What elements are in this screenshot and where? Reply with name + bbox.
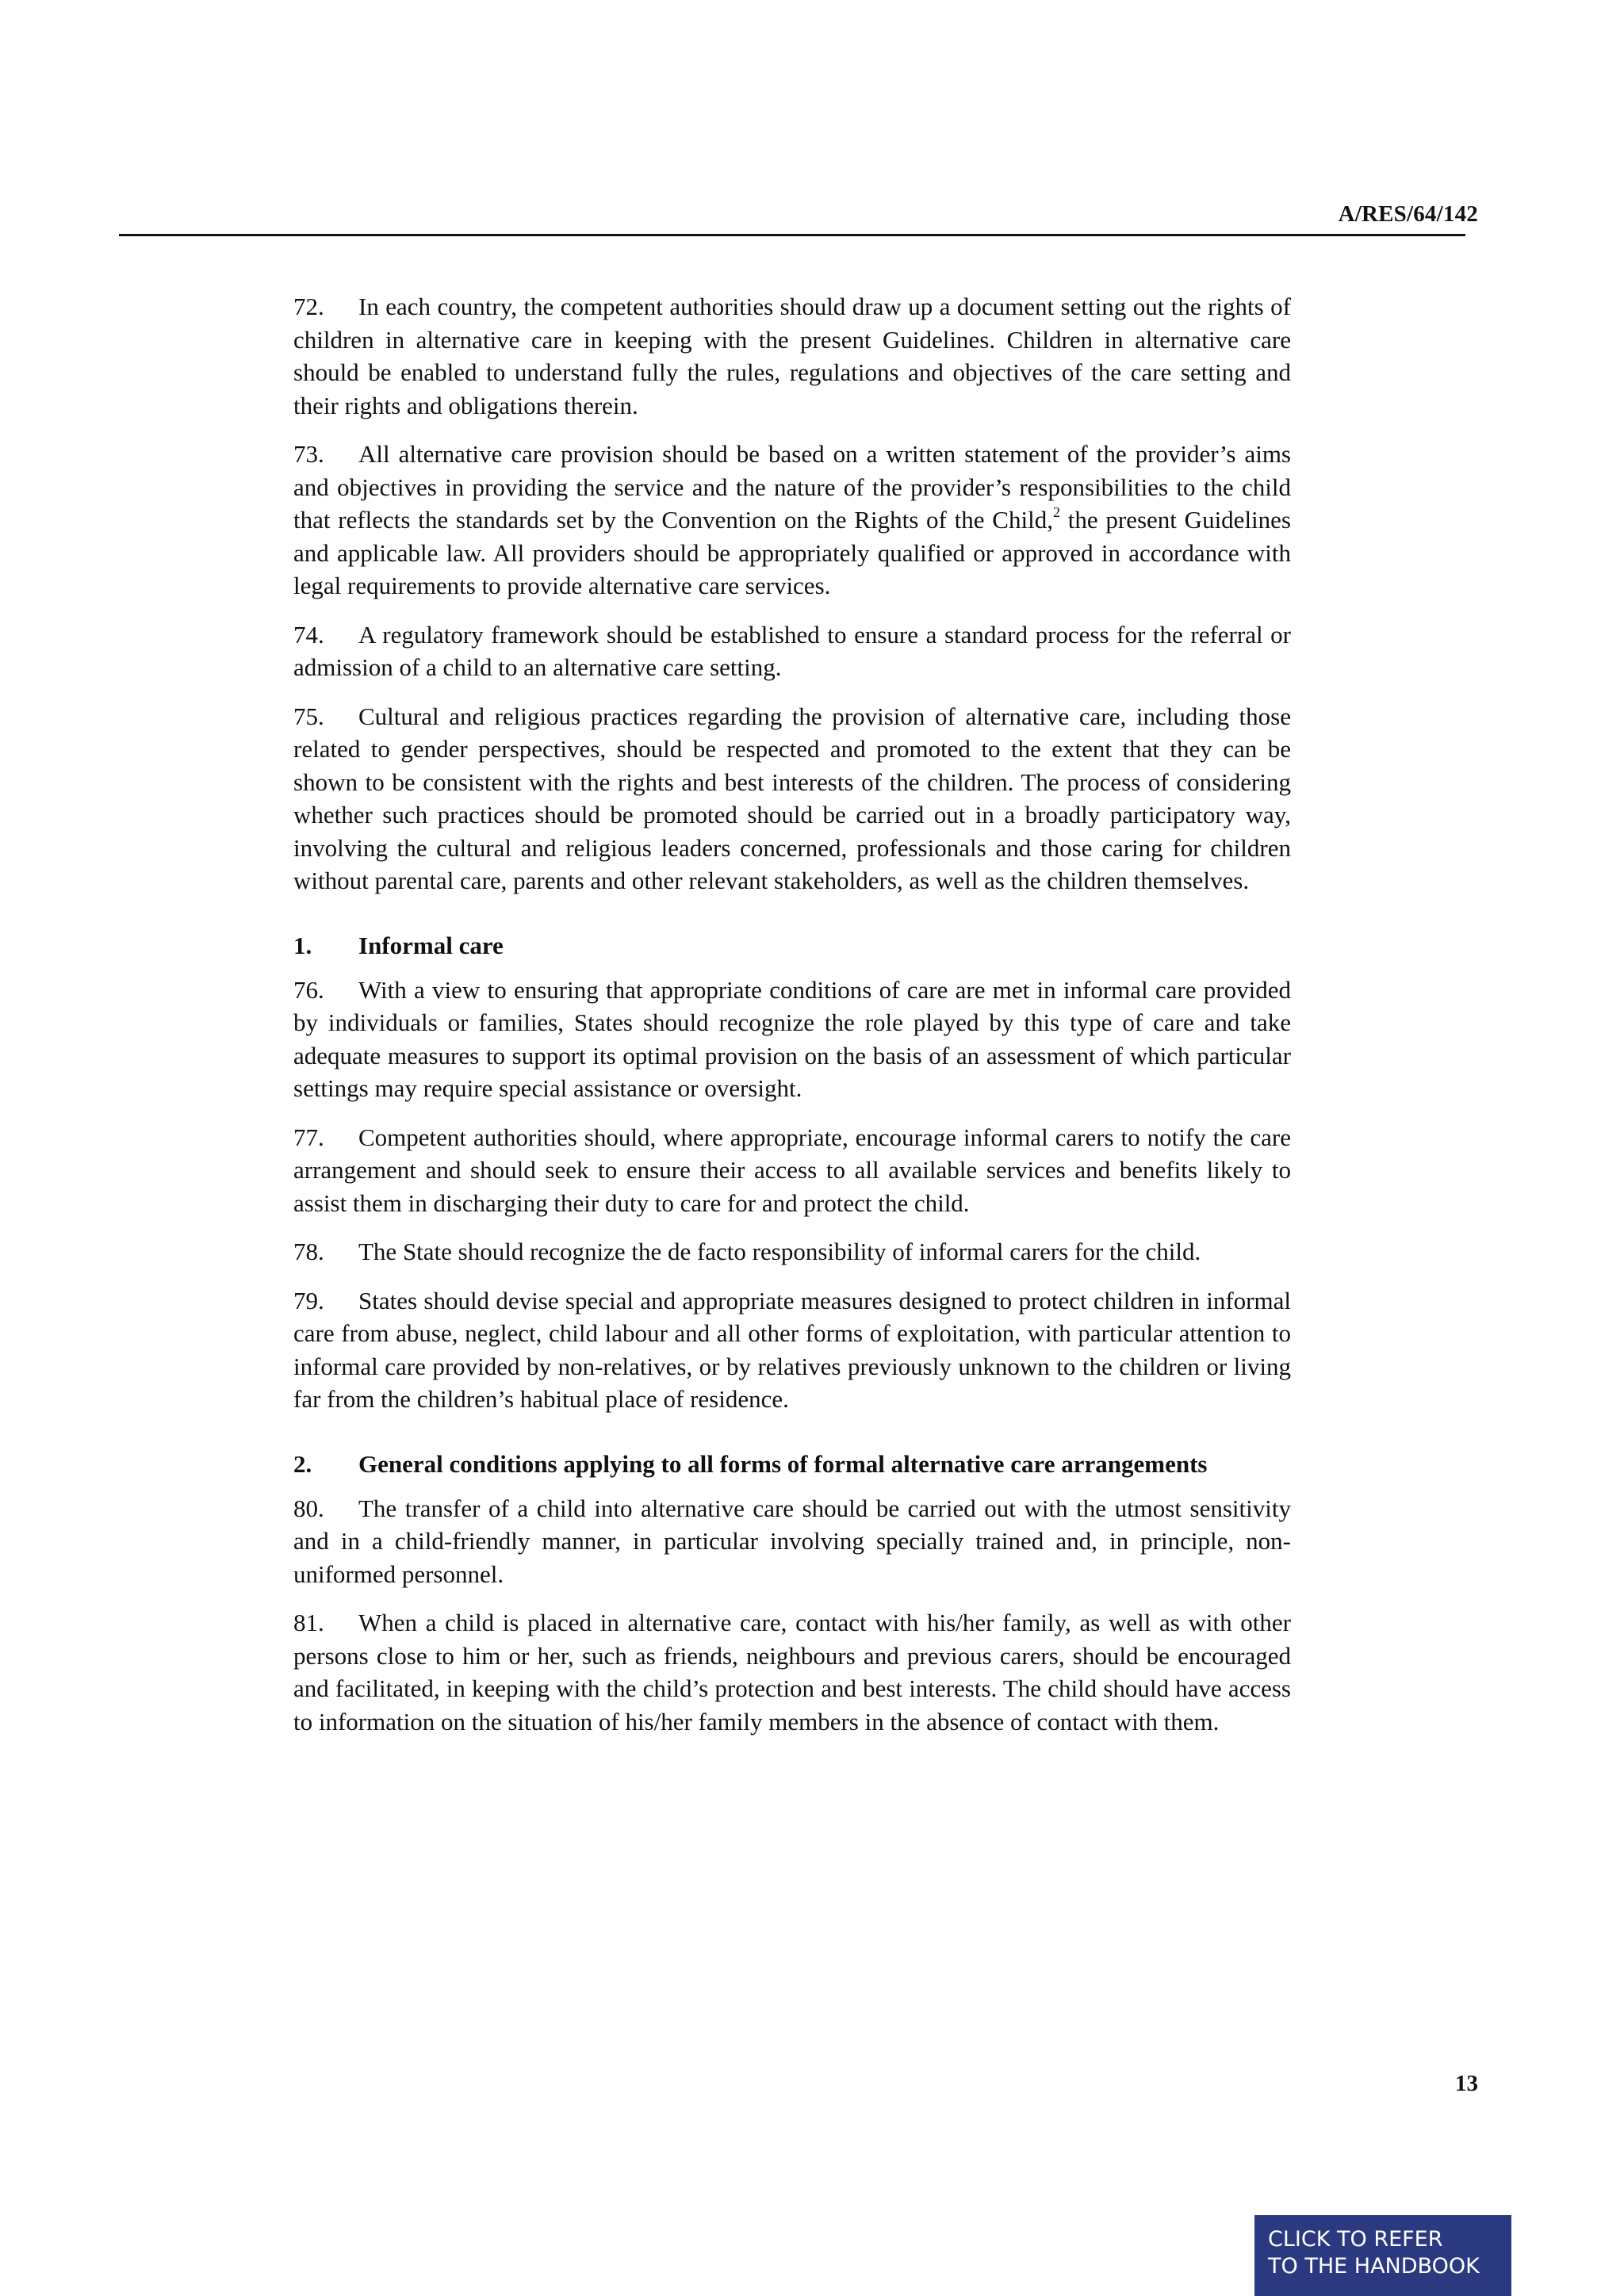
paragraph-number: 79.: [293, 1286, 324, 1314]
section-heading-general-conditions: [293, 1449, 1291, 1479]
header-rule: [119, 234, 1465, 236]
paragraph-text: The State should recognize the de facto responsibility of informal carers for the child.: [358, 1238, 1201, 1265]
paragraph-text: The transfer of a child into alternative care should be carried out with the utmost sensitivity and in a child-friendly manner, in particular involving specially trained and, in principle, non-uniformed personnel.: [293, 1494, 1291, 1588]
handbook-button-line-1: CLICK TO REFER: [1268, 2227, 1443, 2252]
paragraph-number: 77.: [293, 1123, 324, 1151]
paragraph-77: [293, 1121, 1291, 1220]
section-heading-informal-care: [293, 931, 1291, 961]
paragraph-text: Competent authorities should, where appropriate, encourage informal carers to notify the care arrangement and should seek to ensure their access to all available services and benefits likely to assist them in discharging their duty to care for and protect the child.: [293, 1123, 1291, 1217]
section-number: 2.: [293, 1449, 312, 1478]
paragraph-number: 74.: [293, 620, 324, 649]
paragraph-75: [293, 700, 1291, 897]
refer-to-handbook-button[interactable]: [1254, 2215, 1511, 2296]
paragraph-number: 80.: [293, 1494, 324, 1522]
paragraph-text: All alternative care provision should be based on a written statement of the provider’s aims and objectives in providing the service and the nature of the provider’s responsibilities to the child that reflects the standards set by the Convention on the Rights of the Child,: [293, 440, 1291, 534]
paragraph-74: [293, 618, 1291, 684]
paragraph-number: 81.: [293, 1609, 324, 1636]
handbook-button-line-2: TO THE HANDBOOK: [1268, 2254, 1480, 2279]
paragraph-73: [293, 438, 1291, 603]
paragraph-text: When a child is placed in alternative care, contact with his/her family, as well as with other persons close to him or her, such as friends, neighbours and previous carers, should be encouraged and facilitated, in keeping with the child’s protection and best interests. The child should have access to information on the situation of his/her family members in the absence of contact with them.: [293, 1609, 1291, 1735]
paragraph-text: Cultural and religious practices regarding the provision of alternative care, including those related to gender perspectives, should be respected and promoted to the extent that they can be shown to be consistent with the rights and best interests of the children. The process of considering whether such practices should be promoted should be carried out in a broadly participatory way, involving the cultural and religious leaders concerned, professionals and those caring for children without parental care, parents and other relevant stakeholders, as well as the children themselves.: [293, 702, 1291, 894]
section-title: General conditions applying to all forms of formal alternative care arrangements: [358, 1449, 1208, 1478]
paragraph-72: [293, 290, 1291, 422]
section-title: Informal care: [358, 931, 504, 959]
paragraph-79: [293, 1284, 1291, 1416]
paragraph-text: A regulatory framework should be established to ensure a standard process for the referral or admission of a child to an alternative care setting.: [293, 620, 1291, 681]
page-number: 13: [1455, 2071, 1478, 2096]
document-body: [293, 290, 1291, 1754]
paragraph-80: [293, 1492, 1291, 1591]
paragraph-text-continued: the present Guidelines and applicable law. All providers should be appropriately qualified or approved in accordance with legal requirements to provide alternative care services.: [293, 506, 1291, 599]
paragraph-76: [293, 974, 1291, 1105]
paragraph-number: 76.: [293, 975, 324, 1004]
paragraph-number: 75.: [293, 702, 324, 730]
paragraph-number: 72.: [293, 293, 324, 320]
paragraph-number: 73.: [293, 440, 324, 468]
footnote-reference-2[interactable]: 2: [1052, 504, 1060, 520]
paragraph-text: In each country, the competent authorities should draw up a document setting out the rights of children in alternative care in keeping with the present Guidelines. Children in alternative care should be enabled to understand fully the rules, regulations and objectives of the care setting and their rights and obligations therein.: [293, 293, 1291, 419]
paragraph-number: 78.: [293, 1238, 324, 1265]
paragraph-text: States should devise special and appropriate measures designed to protect children in informal care from abuse, neglect, child labour and all other forms of exploitation, with particular attention to informal care provided by non-relatives, or by relatives previously unknown to the children or living far from the children’s habitual place of residence.: [293, 1286, 1291, 1413]
document-symbol: A/RES/64/142: [1338, 201, 1478, 227]
paragraph-78: [293, 1235, 1291, 1269]
paragraph-text: With a view to ensuring that appropriate conditions of care are met in informal care provided by individuals or families, States should recognize the role played by this type of care and take adequate measures to support its optimal provision on the basis of an assessment of which particular settings may require special assistance or oversight.: [293, 975, 1291, 1102]
section-number: 1.: [293, 931, 312, 959]
paragraph-81: [293, 1606, 1291, 1738]
